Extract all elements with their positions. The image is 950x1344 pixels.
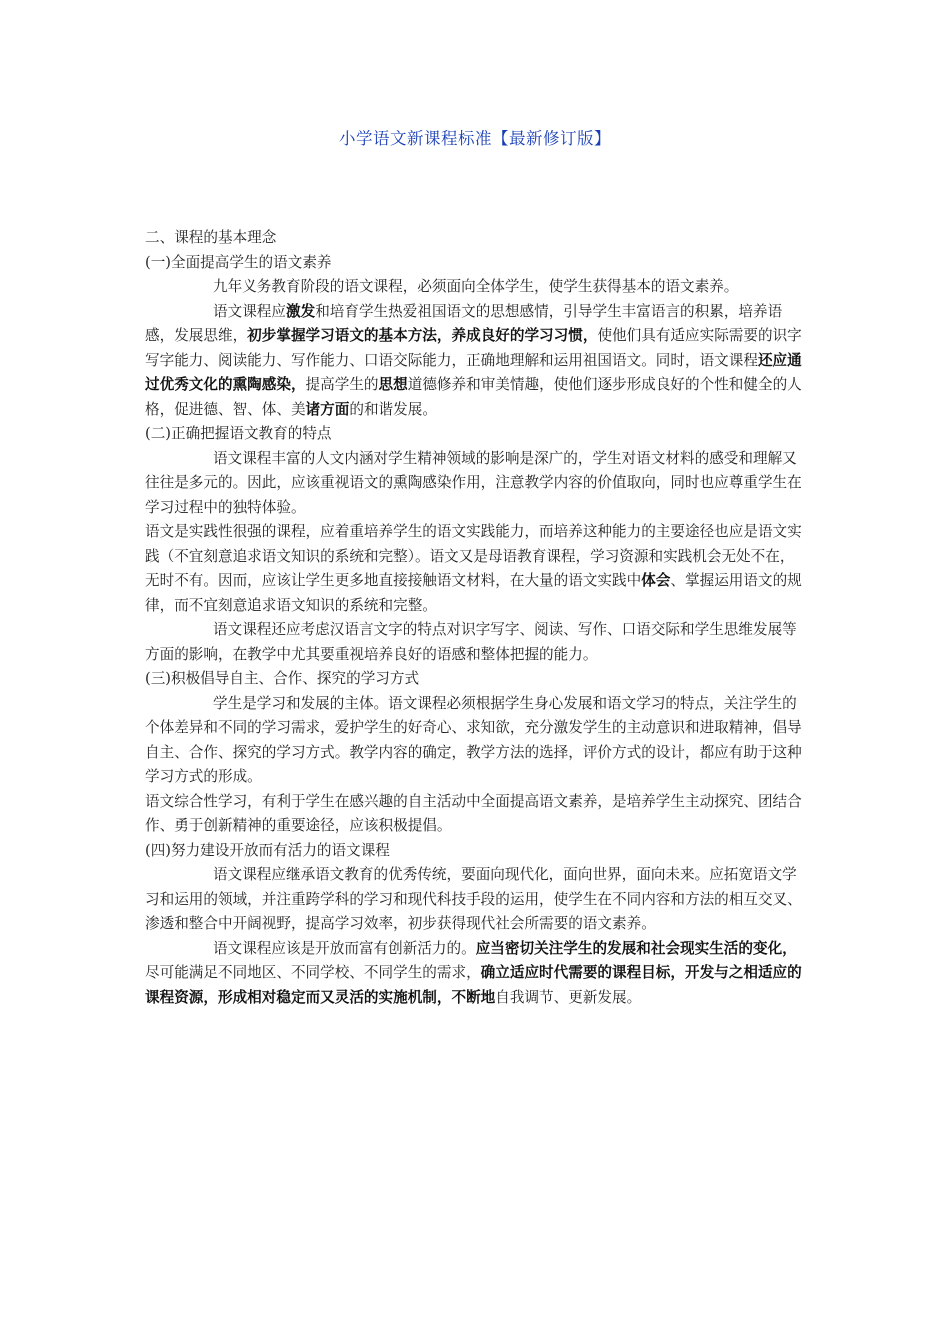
text-run: 语文课程丰富的人文内涵对学生精神领域的影响是深广的，学生对语文材料的感受和理解又往往是多元的。因此，应该重视语文的熏陶感染作用，注意教学内容的价值取向，同时也应尊重学生在学习过程中的独特体验。 — [145, 449, 802, 516]
text-run: 的和谐发展。 — [349, 400, 437, 418]
body-paragraph — [145, 692, 807, 790]
text-run: 道德修养和审美情趣，使他们逐步形成良好的个性和健全的人格，促进德、智、体、美 — [145, 376, 802, 418]
text-run: 九年义务教育阶段的语文课程，必须面向全体学生，使学生获得基本的语文素养。 — [213, 278, 739, 295]
document-body — [145, 226, 807, 1010]
body-paragraph — [145, 937, 807, 1011]
text-run: 和培育学生热爱祖国语文的思想感情，引导学生丰富语言的积累，培养语感，发展思维， — [145, 302, 783, 344]
body-paragraph — [145, 275, 807, 300]
bold-text: 体会 — [641, 572, 671, 589]
text-run: 二、课程的基本理念 — [145, 229, 277, 246]
body-paragraph — [145, 863, 807, 937]
section-heading-or-paragraph — [145, 790, 807, 839]
section-heading-or-paragraph — [145, 839, 807, 864]
text-run: 语文综合性学习，有利于学生在感兴趣的自主活动中全面提高语文素养，是培养学生主动探究、团结合作、勇于创新精神的重要途径，应该积极提倡。 — [145, 792, 802, 834]
text-run: (四)努力建设开放而有活力的语文课程 — [145, 841, 390, 859]
body-paragraph — [145, 300, 807, 423]
text-run: 、掌握运用语文的规律，而不宜刻意追求语文知识的系统和完整。 — [145, 572, 802, 614]
section-heading-or-paragraph — [145, 667, 807, 692]
text-run: 语文课程还应考虑汉语言文字的特点对识字写字、阅读、写作、口语交际和学生思维发展等方面的影响，在教学中尤其要重视培养良好的语感和整体把握的能力。 — [145, 621, 797, 663]
text-run: (三)积极倡导自主、合作、探究的学习方式 — [145, 670, 420, 687]
body-paragraph — [145, 447, 807, 521]
bold-text: 初步掌握学习语文的基本方法，养成良好的学习习惯， — [247, 327, 598, 344]
text-run: 尽可能满足不同地区、不同学校、不同学生的需求， — [145, 964, 481, 981]
text-run: 语文课程应 — [213, 302, 286, 320]
text-run: 语文课程应继承语文教育的优秀传统，要面向现代化，面向世界，面向未来。应拓宽语文学习和运用的领域，并注重跨学科的学习和现代科技手段的运用，使学生在不同内容和方法的相互交叉、渗透和整合中开阔视野，提高学习效率，初步获得现代社会所需要的语文素养。 — [145, 866, 802, 932]
text-run: 学生是学习和发展的主体。语文课程必须根据学生身心发展和语文学习的特点，关注学生的个体差异和不同的学习需求，爱护学生的好奇心、求知欲，充分激发学生的主动意识和进取精神，倡导自主、合作、探究的学习方式。教学内容的确定，教学方法的选择，评价方式的设计，都应有助于这种学习方式的形成。 — [145, 694, 802, 785]
bold-text: 诸方面 — [305, 400, 350, 418]
bold-text: 还应通过优秀文化的熏陶感染， — [145, 351, 802, 393]
text-run: 自我调节、更新发展。 — [495, 988, 642, 1006]
section-heading-or-paragraph — [145, 251, 807, 276]
text-run: 语文是实践性很强的课程，应着重培养学生的语文实践能力，而培养这种能力的主要途径也应是语文实践（不宜刻意追求语文知识的系统和完整）。语文又是母语教育课程，学习资源和实践机会无处不在，无时不有。因而，应该让学生更多地直接接触语文材料，在大量的语文实践中 — [145, 523, 802, 589]
section-heading-or-paragraph — [145, 226, 807, 251]
section-heading-or-paragraph — [145, 520, 807, 618]
text-run: (一)全面提高学生的语文素养 — [145, 253, 332, 271]
bold-text: 确立适应时代需要的课程目标，开发与之相适应的课程资源，形成相对稳定而又灵活的实施机制，不断地 — [145, 964, 802, 1006]
bold-text: 激发 — [285, 302, 316, 320]
bold-text: 应当密切关注学生的发展和社会现实生活的变化， — [475, 939, 797, 957]
document-title: 小学语文新课程标准【最新修订版】 — [339, 129, 611, 148]
bold-text: 思想 — [378, 376, 408, 393]
text-run: 语文课程应该是开放而富有创新活力的。 — [213, 939, 476, 957]
section-heading-or-paragraph — [145, 422, 807, 447]
text-run: 使他们具有适应实际需要的识字写字能力、阅读能力、写作能力、口语交际能力，正确地理解和运用祖国语文。同时，语文课程 — [145, 327, 802, 369]
text-run: (二)正确把握语文教育的特点 — [145, 425, 332, 442]
body-paragraph — [145, 618, 807, 667]
text-run: 提高学生的 — [305, 376, 379, 393]
